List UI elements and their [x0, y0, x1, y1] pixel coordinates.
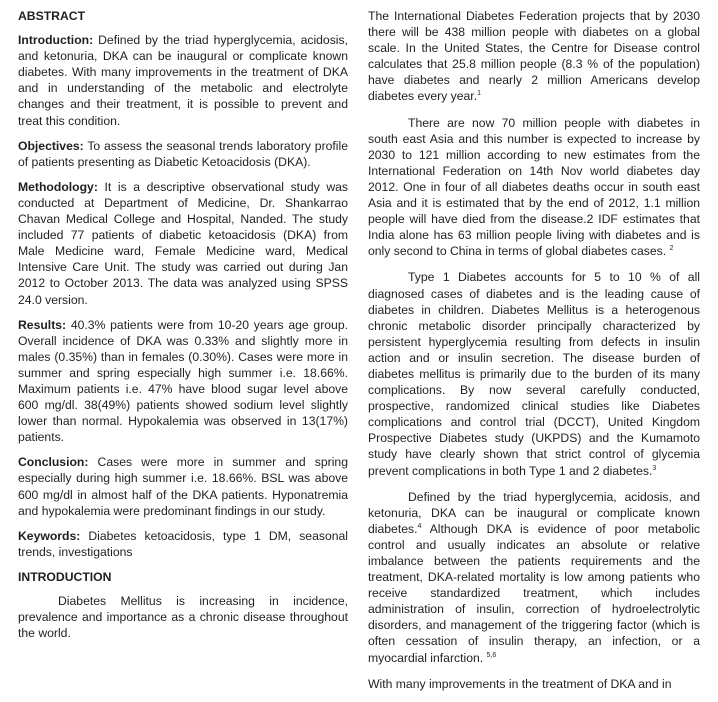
- citation-2: 2: [669, 245, 674, 253]
- intro-body-paragraph: Diabetes Mellitus is increasing in incidence, prevalence and importance as a chronic disease throughout the world.: [18, 594, 348, 641]
- left-column: [18, 8, 348, 650]
- keywords-label: Keywords:: [18, 528, 81, 543]
- keywords-text: Diabetes ketoacidosis, type 1 DM, seasonal trends, investigations: [18, 528, 348, 559]
- conclusion-label: Conclusion:: [18, 455, 89, 470]
- objectives-label: Objectives:: [18, 138, 84, 153]
- body-paragraph-5: With many improvements in the treatment of DKA and in: [368, 676, 672, 691]
- body-paragraph-3-text: Type 1 Diabetes accounts for 5 to 10 % of all diagnosed cases of diabetes and is the leading cause of diabetes in children. Diabetes Mellitus is a heterogenous chronic metabolic disorder principally characterized by persistent hyperglycemia resulting from defects in insulin action and or insulin secretion. The disease burden of diabetes mellitus is primarily due to the burden of its many complications. By now several carefully conducted, prospective, randomized clinical studies like Diabetes complications and control trial (DCCT), United Kingdom Prospective Diabetes study (UKPDS) and the Kumamoto study have clearly shown that strict control of glycemia prevent complications in both Type 1 and 2 diabetes.: [368, 270, 700, 478]
- body-paragraph-2-text: There are now 70 million people with diabetes in south east Asia and this number is expected to increase by 2030 to 121 million according to new estimates from the International Federation on 14th Nov world diabetes day 2012. One in four of all diabetes deaths occur in south east Asia and it is estimated that by the end of 2012, 1.1 million people will have died from the disease.2 IDF estimates that India alone has 63 million people living with diabetes and is only second to China in terms of global diabetes cases.: [368, 115, 700, 259]
- right-column: [368, 8, 700, 702]
- body-paragraph-1: [368, 8, 700, 105]
- introduction-text: Defined by the triad hyperglycemia, acidosis, and ketonuria, DKA can be inaugural or complicate known diabetes. With many improvements in the treatment of DKA and in understanding of the metabolic and electrolyte changes and their treatment, it is possible to prevent and treat this condition.: [18, 33, 348, 128]
- body-paragraph-4-text-a: Defined by the triad hyperglycemia, acidosis, and ketonuria, DKA can be inaugural or complicate known diabetes.: [368, 489, 700, 536]
- abstract-heading: ABSTRACT: [18, 9, 86, 23]
- objectives-text: To assess the seasonal trends laboratory profile of patients presenting as Diabetic Ketoacidosis (DKA).: [18, 138, 348, 169]
- citation-5-6: 5,6: [486, 651, 497, 659]
- citation-4: 4: [417, 522, 422, 530]
- body-paragraph-2: [368, 115, 700, 260]
- results-text: 40.3% patients were from 10-20 years age group. Overall incidence of DKA was 0.33% and slightly more in males (0.35%) than in females (0.30%). Cases were more in summer and spring especially high summer i.e. 18.66%. Maximum patients i.e. 47% have blood sugar level above 600 mg/dl. 38(49%) patients showed sodium level slightly lower than normal. Hypokalemia was observed in 13(17%) patients.: [18, 317, 348, 445]
- methodology-label: Methodology:: [18, 179, 98, 194]
- body-paragraph-4: [368, 489, 700, 666]
- introduction-heading: INTRODUCTION: [18, 569, 112, 584]
- citation-3: 3: [652, 464, 657, 472]
- results-label: Results:: [18, 317, 67, 332]
- body-paragraph-1-text: The International Diabetes Federation projects that by 2030 there will be 438 million people with diabetes on a global scale. In the United States, the Centre for Disease control calculates that 25.8 million people (8.3 % of the population) have diabetes and nearly 2 million Americans develop diabetes every year.: [368, 9, 700, 104]
- results-paragraph: [18, 317, 348, 446]
- citation-1: 1: [477, 90, 481, 98]
- body-paragraph-4-text-b: Although DKA is evidence of poor metabolic control and usually indicates an absolute or relative imbalance between the patients requirements and the treatment, DKA-related mortality is low among patients who receive standardized treatment, which includes administration of insulin, correction of hydroelectrolytic disorders, and management of the triggering factor (which is often cessation of insulin therapy, an infection, or a myocardial infarction.: [368, 521, 700, 665]
- conclusion-text: Cases were more in summer and spring especially during high summer i.e. 18.66%. BSL was above 600 mg/dl in almost half of the DKA patients. Hyponatremia and hypokalemia were predominant findings in our study.: [18, 455, 348, 518]
- conclusion-paragraph: [18, 454, 348, 518]
- objectives-paragraph: [18, 138, 348, 170]
- introduction-label: Introduction:: [18, 33, 94, 48]
- methodology-paragraph: [18, 179, 348, 308]
- introduction-abstract-paragraph: [18, 32, 348, 129]
- keywords-paragraph: [18, 528, 348, 560]
- body-paragraph-3: [368, 269, 700, 478]
- methodology-text: It is a descriptive observational study was conducted at Department of Medicine, Dr. Shankarrao Chavan Medical College and Hospital, Nanded. The study included 77 patients of diabetic ketoacidosis (DKA) from Male Medicine ward, Female Medicine ward, Medical Intensive Care Unit. The study was carried out during Jan 2012 to October 2013. The data was analyzed using SPSS 24.0 version.: [18, 179, 348, 307]
